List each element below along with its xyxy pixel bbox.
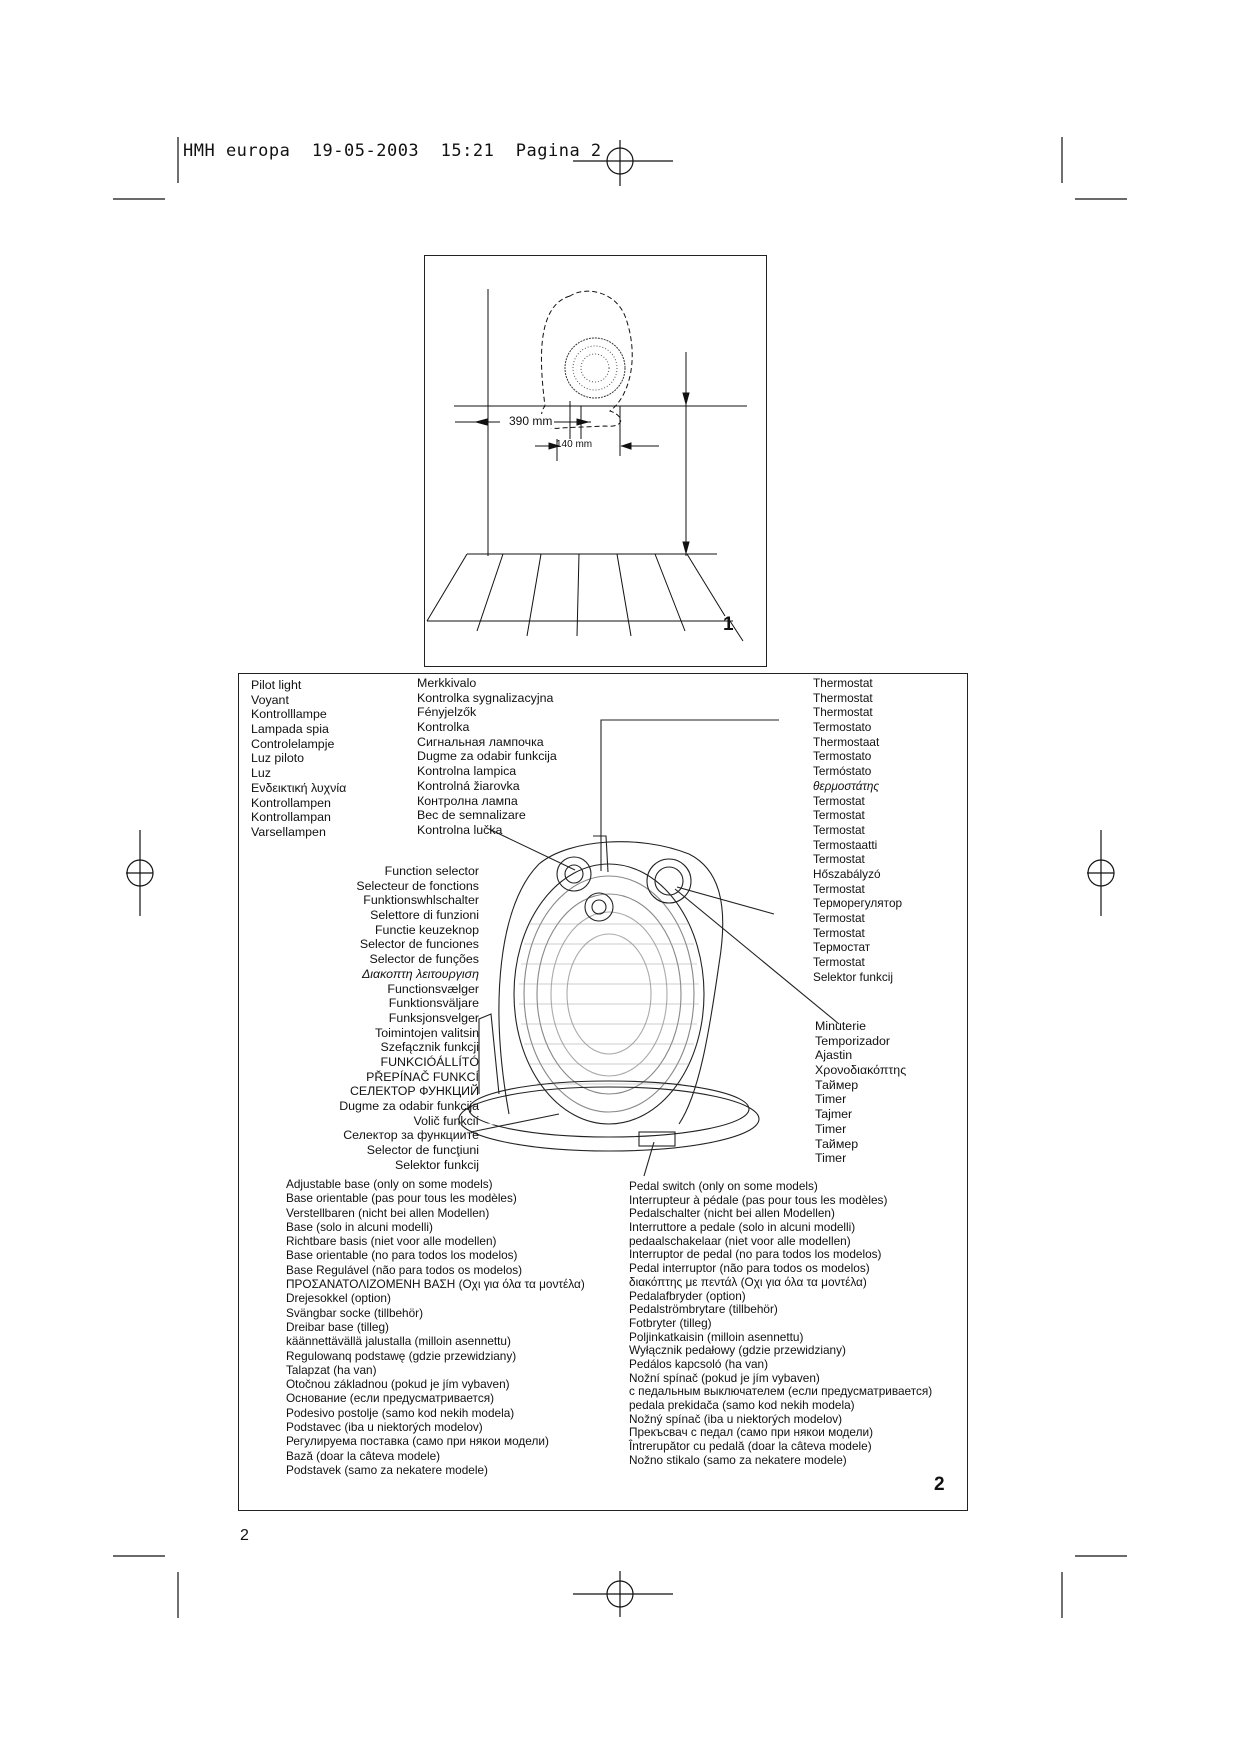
pilot-light-label: Controlelampje	[251, 736, 335, 751]
pedal-switch-label: Pedalafbryder (option)	[629, 1288, 746, 1303]
thermostat-label: Thermostat	[813, 676, 873, 690]
dim-390-label: 390 mm	[509, 414, 553, 428]
adjustable-base-label: Base orientable (no para todos los modelos)	[286, 1248, 518, 1263]
adjustable-base-label: Base Regulável (não para todos os modelos)	[286, 1262, 523, 1277]
timer-label: Tajmer	[815, 1107, 853, 1122]
timer-labels	[815, 1019, 906, 1166]
pilot-light-label: Dugme za odabir funkcija	[417, 749, 557, 764]
pilot-light-label: Kontrolka sygnalizacyjna	[417, 690, 554, 705]
pilot-light-label: Ενδεικτική λυχνία	[251, 780, 347, 795]
function-selector-label: Selecteur de fonctions	[356, 878, 479, 893]
pilot-light-label: Pilot light	[251, 678, 302, 692]
figure-1-number: 1	[723, 614, 734, 635]
thermostat-label: Termostat	[813, 822, 865, 837]
thermostat-label: Termostato	[813, 749, 872, 764]
function-selector-label: Functie keuzeknop	[374, 922, 479, 937]
adjustable-base-label: Dreibar base (tilleg)	[286, 1319, 389, 1334]
dim-140-label: 140 mm	[556, 439, 593, 450]
pedal-switch-label: с педальным выключателем (если предусматривается)	[629, 1384, 933, 1399]
thermostat-label: Termóstato	[813, 764, 872, 779]
function-selector-label: PŘEPÍNAČ FUNKCÍ	[366, 1069, 479, 1084]
pilot-light-label: Kontrollampen	[251, 795, 331, 810]
adjustable-base-label: Svängbar socke (tillbehör)	[286, 1305, 424, 1320]
pedal-switch-label: Nožný spínač (iba u niektorých modelov)	[629, 1411, 843, 1426]
function-selector-label: Volič funkcií	[413, 1113, 479, 1128]
adjustable-base-label: ΠΡΟΣΑΝΑΤΟΛΙΖΟΜΕΝΗ ΒΑΣΗ (Οχι για όλα τα μοντέλα)	[286, 1277, 585, 1292]
thermostat-label: Selektor funkcij	[813, 969, 893, 984]
adjustable-base-labels	[286, 1177, 585, 1477]
function-selector-label: Dugme za odabir funkcija	[339, 1099, 479, 1113]
timer-label: Χρονοδιακόπτης	[815, 1063, 907, 1078]
pedal-switch-label: Interruttore a pedale (solo in alcuni modelli)	[629, 1220, 856, 1235]
pilot-light-labels-2	[417, 676, 557, 838]
thermostat-label: Termostat	[813, 852, 865, 867]
adjustable-base-label: Adjustable base (only on some models)	[286, 1177, 493, 1191]
figure-1-drawing	[425, 256, 768, 668]
thermostat-label: Hőszabályzó	[813, 866, 881, 881]
thermostat-label: Термостат	[813, 940, 871, 955]
thermostat-label: Thermostaat	[813, 734, 880, 749]
pedal-switch-label: Pedalschalter (nicht bei allen Modellen)	[629, 1206, 835, 1221]
thermostat-label: Termostat	[813, 808, 865, 823]
pedal-switch-label: Wyłącznik pedałowy (gdzie przewidziany)	[629, 1343, 846, 1358]
figure-2-number: 2	[934, 1474, 945, 1495]
adjustable-base-label: Podesivo postolje (samo kod nekih modela)	[286, 1405, 515, 1420]
thermostat-label: Termostat	[813, 911, 865, 925]
timer-label: Таймер	[815, 1077, 859, 1092]
pedal-switch-label: Pedal interruptor (não para todos os modelos)	[629, 1261, 870, 1276]
adjustable-base-label: Otočnou základnou (pokud je jím vybaven)	[286, 1377, 510, 1392]
function-selector-labels	[339, 864, 479, 1172]
adjustable-base-label: Regulowanq podstawę (gdzie przewidziany)	[286, 1348, 517, 1363]
thermostat-labels	[813, 676, 902, 984]
adjustable-base-label: Base (solo in alcuni modelli)	[286, 1219, 433, 1234]
page-number: 2	[240, 1527, 249, 1544]
timer-label: Timer	[815, 1121, 847, 1136]
adjustable-base-label: Base orientable (pas pour tous les modèles)	[286, 1191, 517, 1206]
print-header: HMH europa 19-05-2003 15:21 Pagina 2	[183, 141, 602, 161]
function-selector-label: Selector de funciones	[359, 937, 479, 952]
figure-1-clearance-diagram	[424, 255, 767, 667]
adjustable-base-label: Bază (doar la câteva modele)	[286, 1448, 441, 1463]
thermostat-label: Termostat	[813, 793, 865, 808]
pedal-switch-label: Nožno stikalo (samo za nekatere modele)	[629, 1452, 847, 1467]
pedal-switch-labels	[629, 1180, 932, 1467]
pilot-light-labels-1	[251, 678, 346, 840]
pilot-light-label: Сигнальная лампочка	[417, 734, 544, 749]
pedal-switch-label: pedala prekidača (samo kod nekih modela)	[629, 1398, 855, 1412]
function-selector-label: Selettore di funzioni	[370, 908, 479, 923]
pilot-light-label: Luz	[251, 766, 271, 781]
function-selector-label: Funktionsväljare	[388, 996, 479, 1011]
figure-2-parts-diagram	[238, 673, 968, 1511]
function-selector-label: FUNKCIÓÁLLÍTÓ	[380, 1054, 479, 1069]
adjustable-base-label: Richtbare basis (niet voor alle modellen)	[286, 1234, 497, 1249]
adjustable-base-label: Podstavek (samo za nekatere modele)	[286, 1462, 488, 1477]
adjustable-base-label: Регулируема поставка (само при някои модели)	[286, 1434, 549, 1449]
thermostat-label: Терморегулятор	[813, 896, 903, 911]
function-selector-label: Selector de funcţiuni	[366, 1143, 479, 1158]
pilot-light-label: Fényjelzők	[417, 705, 477, 720]
function-selector-label: Functionsvælger	[387, 981, 479, 996]
timer-label: Ajastin	[815, 1048, 853, 1063]
pilot-light-label: Kontrolná žiarovka	[417, 778, 520, 793]
function-selector-label: Funksjonsvelger	[388, 1010, 479, 1025]
pedal-switch-label: Pedálos kapcsoló (ha van)	[629, 1356, 769, 1371]
pilot-light-label: Lampada spia	[251, 722, 329, 737]
function-selector-label: Selektor funkcij	[394, 1157, 479, 1172]
pilot-light-label: Merkkivalo	[417, 676, 477, 690]
adjustable-base-label: Verstellbaren (nicht bei allen Modellen)	[286, 1205, 490, 1220]
timer-label: Timer	[815, 1151, 847, 1166]
function-selector-label: Selector de funções	[369, 952, 479, 967]
function-selector-label: Function selector	[384, 864, 479, 878]
thermostat-label: Termostat	[813, 925, 865, 940]
thermostat-label: Termostato	[813, 720, 872, 735]
pilot-light-label: Kontrolllampe	[251, 707, 327, 722]
adjustable-base-label: Podstavec (iba u niektorých modelov)	[286, 1420, 483, 1435]
pilot-light-label: Kontrolka	[417, 720, 470, 735]
timer-label: Таймер	[815, 1136, 859, 1151]
timer-label: Temporizador	[815, 1033, 891, 1048]
pedal-switch-label: pedaalschakelaar (niet voor alle modellen)	[629, 1233, 851, 1248]
pedal-switch-label: Poljinkatkaisin (milloin asennettu)	[629, 1329, 804, 1344]
pedal-switch-label: Fotbryter (tilleg)	[629, 1315, 712, 1330]
pedal-switch-label: Pedalströmbrytare (tillbehör)	[629, 1302, 778, 1317]
pilot-light-label: Kontrolna lučka	[417, 822, 503, 837]
thermostat-label: Thermostat	[813, 690, 873, 705]
pilot-light-label: Kontrollampan	[251, 810, 331, 825]
pilot-light-label: Varsellampen	[251, 824, 326, 839]
pedal-switch-label: διακόπτης με πεντάλ (Οχι για όλα τα μοντέλα)	[629, 1274, 867, 1289]
pedal-switch-label: Întrerupător cu pedală (doar la câteva modele)	[629, 1439, 872, 1454]
pedal-switch-label: Nožní spínač (pokud je jím vybaven)	[629, 1370, 820, 1385]
adjustable-base-label: Talapzat (ha van)	[286, 1362, 377, 1377]
function-selector-label: СЕЛЕКТОР ФУНКЦИЙ	[349, 1084, 479, 1099]
pilot-light-label: Kontrolna lampica	[417, 764, 517, 779]
thermostat-label: θερμοστάτης	[813, 778, 880, 793]
pedal-switch-label: Прекъсвач с педал (само при някои модели)	[629, 1425, 874, 1440]
thermostat-label: Termostat	[813, 955, 865, 970]
pedal-switch-label: Interrupteur à pédale (pas pour tous les modèles)	[629, 1192, 888, 1207]
timer-label: Minuterie	[815, 1019, 866, 1033]
pilot-light-label: Voyant	[251, 692, 289, 707]
timer-label: Timer	[815, 1092, 847, 1107]
function-selector-label: Toimintojen valitsin	[375, 1025, 479, 1040]
pedal-switch-label: Pedal switch (only on some models)	[629, 1179, 818, 1193]
adjustable-base-label: Drejesokkel (option)	[286, 1291, 391, 1306]
function-selector-label: Szefącznik funkcji	[380, 1040, 479, 1055]
function-selector-label: Διακοπτη λειτουργιση	[361, 966, 479, 981]
pedal-switch-label: Interruptor de pedal (no para todos los modelos)	[629, 1247, 882, 1262]
thermostat-label: Thermostat	[813, 705, 873, 720]
thermostat-label: Termostaatti	[813, 837, 878, 852]
pilot-light-label: Bec de semnalizare	[417, 808, 526, 823]
pilot-light-label: Контролна лампа	[417, 793, 518, 808]
function-selector-label: Funktionswhlschalter	[363, 893, 479, 908]
function-selector-label: Селектор за функциите	[343, 1128, 479, 1143]
adjustable-base-label: Основание (если предусматривается)	[286, 1391, 495, 1406]
thermostat-label: Termostat	[813, 881, 865, 896]
pilot-light-label: Luz piloto	[251, 751, 305, 766]
adjustable-base-label: käännettävällä jalustalla (milloin asennettu)	[286, 1334, 511, 1349]
